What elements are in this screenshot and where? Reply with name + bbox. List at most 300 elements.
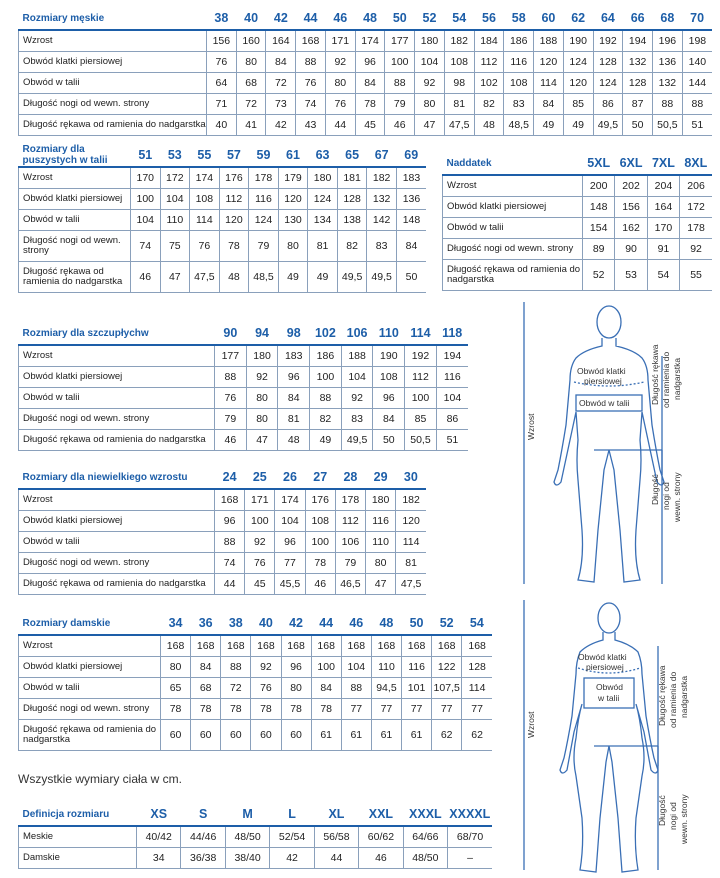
size-header-cell: 59: [249, 144, 279, 167]
table-cell: 52/54: [270, 826, 314, 848]
table-cell: 104: [415, 52, 445, 73]
table-cell: 49,5: [337, 262, 367, 293]
table-cell: 50: [373, 430, 405, 451]
table-cell: 84: [278, 388, 310, 409]
table-cell: 142: [367, 210, 397, 231]
table-cell: 206: [680, 175, 712, 197]
table-row: [19, 189, 427, 210]
table-cell: 41: [236, 115, 266, 136]
row-label: Długość rękawa od ramienia do nadgarstka: [19, 574, 215, 595]
female-chest-label-2: piersiowej: [586, 662, 624, 672]
table-cell: 48/50: [225, 826, 269, 848]
table-cell: 50: [396, 262, 426, 293]
table-cell: 85: [405, 409, 437, 430]
table-cell: 47,5: [444, 115, 474, 136]
table-cell: 110: [371, 657, 401, 678]
table-cell: 76: [190, 231, 220, 262]
size-definition-table: [18, 803, 492, 869]
row-label: Damskie: [19, 848, 137, 869]
table-cell: 84: [191, 657, 221, 678]
table-cell: 84: [534, 94, 564, 115]
table-cell: 78: [221, 699, 251, 720]
table-cell: 44: [215, 574, 245, 595]
table-row: [19, 94, 713, 115]
female-sleeve-label-2: od ramienia do: [668, 671, 678, 728]
size-header-cell: 62: [563, 7, 593, 30]
short-size-table: [18, 466, 426, 595]
table-cell: 168: [281, 635, 311, 657]
size-header-row: [19, 144, 427, 167]
size-header-cell: 7XL: [647, 152, 679, 175]
size-header-cell: 30: [396, 466, 426, 489]
table-cell: 96: [215, 511, 245, 532]
table-cell: 104: [131, 210, 161, 231]
table-cell: 116: [249, 189, 279, 210]
table-cell: 116: [402, 657, 432, 678]
table-cell: 160: [236, 30, 266, 52]
row-label: Wzrost: [19, 30, 207, 52]
table-cell: 112: [405, 367, 437, 388]
male-chest-label-2: piersiowej: [584, 376, 622, 386]
table-cell: 75: [160, 231, 190, 262]
table-cell: 48: [278, 430, 310, 451]
female-sleeve-label-3: nadgarstka: [679, 675, 689, 718]
table-cell: 80: [325, 73, 355, 94]
table-cell: 110: [160, 210, 190, 231]
table-cell: 64/66: [403, 826, 447, 848]
male-sleeve-label-2: od ramienia do: [661, 351, 671, 408]
row-label: Obwód klatki piersiowej: [19, 657, 161, 678]
male-leg-label-1: Długość: [650, 474, 660, 505]
table-title: Rozmiary dla niewielkiego wzrostu: [19, 466, 215, 489]
table-cell: 168: [341, 635, 371, 657]
row-label: Meskie: [19, 826, 137, 848]
table-cell: 156: [615, 197, 647, 218]
table-cell: 80: [281, 678, 311, 699]
female-height-label: Wzrost: [526, 711, 536, 738]
table-row: [19, 848, 493, 869]
table-row: [19, 430, 469, 451]
table-cell: 78: [219, 231, 249, 262]
size-header-row: [443, 152, 713, 175]
table-cell: 49: [278, 262, 308, 293]
table-cell: 65: [161, 678, 191, 699]
size-header-cell: 57: [219, 144, 249, 167]
table-cell: 174: [190, 167, 220, 189]
table-cell: 88: [221, 657, 251, 678]
table-cell: 174: [355, 30, 385, 52]
table-cell: 77: [432, 699, 462, 720]
table-cell: 171: [245, 489, 275, 511]
table-cell: 80: [415, 94, 445, 115]
size-header-cell: XL: [314, 803, 358, 826]
table-cell: 172: [680, 197, 712, 218]
table-cell: 114: [534, 73, 564, 94]
row-label: Długość rękawa od ramienia do nadgarstka: [443, 260, 583, 291]
size-header-cell: 29: [366, 466, 396, 489]
women-size-table: [18, 612, 492, 751]
row-label: Długość rękawa od ramienia do nadgarstka: [19, 262, 131, 293]
row-label: Obwód w talii: [19, 532, 215, 553]
table-cell: 49,5: [341, 430, 373, 451]
table-cell: 124: [308, 189, 338, 210]
table-cell: 60: [281, 720, 311, 751]
table-cell: 78: [305, 553, 335, 574]
table-cell: 168: [402, 635, 432, 657]
table-cell: 47: [415, 115, 445, 136]
table-cell: 128: [462, 657, 492, 678]
size-header-row: [19, 7, 713, 30]
size-header-cell: 56: [474, 7, 504, 30]
table-cell: 76: [325, 94, 355, 115]
row-label: Obwód w talii: [19, 678, 161, 699]
table-cell: 47: [160, 262, 190, 293]
table-cell: 38/40: [225, 848, 269, 869]
table-cell: 96: [278, 367, 310, 388]
table-cell: 49: [534, 115, 564, 136]
table-cell: 194: [623, 30, 653, 52]
size-header-cell: 60: [534, 7, 564, 30]
table-title: Rozmiary męskie: [19, 7, 207, 30]
size-header-cell: 36: [191, 612, 221, 635]
table-row: [19, 678, 493, 699]
table-row: [19, 532, 427, 553]
table-cell: 120: [563, 73, 593, 94]
table-cell: 87: [623, 94, 653, 115]
male-body-figure: [512, 300, 702, 590]
size-header-cell: 54: [462, 612, 492, 635]
table-cell: 49: [563, 115, 593, 136]
table-row: [443, 175, 713, 197]
table-cell: 204: [647, 175, 679, 197]
table-cell: 116: [504, 52, 534, 73]
table-cell: 114: [396, 532, 426, 553]
table-cell: 168: [191, 635, 221, 657]
table-cell: 110: [366, 532, 396, 553]
table-cell: 128: [623, 73, 653, 94]
table-cell: 78: [191, 699, 221, 720]
table-cell: 114: [462, 678, 492, 699]
table-cell: 100: [311, 657, 341, 678]
table-cell: 168: [296, 30, 326, 52]
table-cell: 72: [236, 94, 266, 115]
table-cell: 168: [462, 635, 492, 657]
size-header-cell: 34: [161, 612, 191, 635]
table-cell: 101: [402, 678, 432, 699]
table-cell: 47: [366, 574, 396, 595]
table-title: Rozmiary dla puszystych w talii: [19, 144, 131, 167]
table-cell: 79: [249, 231, 279, 262]
table-cell: 40: [207, 115, 237, 136]
table-title: Naddatek: [443, 152, 583, 175]
table-cell: 178: [680, 218, 712, 239]
row-label: Długość nogi od wewn. strony: [443, 239, 583, 260]
table-cell: 108: [373, 367, 405, 388]
size-header-cell: 63: [308, 144, 338, 167]
table-row: [19, 345, 469, 367]
table-cell: 176: [305, 489, 335, 511]
table-cell: 94,5: [371, 678, 401, 699]
table-cell: 156: [207, 30, 237, 52]
table-cell: 116: [436, 367, 468, 388]
table-cell: 74: [131, 231, 161, 262]
table-cell: 183: [278, 345, 310, 367]
table-row: [19, 574, 427, 595]
table-cell: 62: [462, 720, 492, 751]
table-cell: 178: [335, 489, 365, 511]
size-header-cell: 106: [341, 322, 373, 345]
table-cell: 177: [215, 345, 247, 367]
table-row: [19, 367, 469, 388]
table-cell: 74: [215, 553, 245, 574]
table-cell: 92: [325, 52, 355, 73]
size-header-cell: 38: [207, 7, 237, 30]
size-header-cell: 58: [504, 7, 534, 30]
table-cell: 48/50: [403, 848, 447, 869]
table-cell: 176: [219, 167, 249, 189]
size-header-cell: 46: [325, 7, 355, 30]
size-header-cell: 114: [405, 322, 437, 345]
size-header-cell: 90: [215, 322, 247, 345]
table-cell: 88: [341, 678, 371, 699]
size-header-cell: 66: [623, 7, 653, 30]
table-cell: 76: [215, 388, 247, 409]
table-cell: 45: [245, 574, 275, 595]
table-cell: 82: [337, 231, 367, 262]
size-header-cell: 61: [278, 144, 308, 167]
table-cell: 174: [275, 489, 305, 511]
row-label: Długość nogi od wewn. strony: [19, 231, 131, 262]
table-cell: 40/42: [137, 826, 181, 848]
row-label: Obwód klatki piersiowej: [19, 511, 215, 532]
table-cell: 108: [504, 73, 534, 94]
table-cell: 178: [249, 167, 279, 189]
female-chest-label-1: Obwód klatki: [578, 652, 627, 662]
table-cell: 84: [266, 52, 296, 73]
table-row: [19, 231, 427, 262]
table-cell: 47,5: [190, 262, 220, 293]
table-cell: 60: [221, 720, 251, 751]
table-cell: 96: [355, 52, 385, 73]
female-leg-label-2: nogi od: [668, 802, 678, 830]
table-cell: 122: [432, 657, 462, 678]
table-cell: 179: [278, 167, 308, 189]
size-header-cell: 94: [246, 322, 278, 345]
table-cell: 43: [296, 115, 326, 136]
size-header-cell: 25: [245, 466, 275, 489]
table-cell: 112: [219, 189, 249, 210]
table-cell: 100: [405, 388, 437, 409]
table-cell: 108: [190, 189, 220, 210]
table-cell: 190: [563, 30, 593, 52]
row-label: Wzrost: [19, 167, 131, 189]
table-cell: 73: [266, 94, 296, 115]
male-chest-label-1: Obwód klatki: [577, 366, 626, 376]
size-header-cell: 40: [251, 612, 281, 635]
table-cell: 86: [436, 409, 468, 430]
table-cell: 112: [474, 52, 504, 73]
row-label: Wzrost: [19, 635, 161, 657]
table-cell: 78: [161, 699, 191, 720]
size-header-cell: 42: [281, 612, 311, 635]
table-cell: 108: [444, 52, 474, 73]
table-cell: 180: [366, 489, 396, 511]
table-cell: 36/38: [181, 848, 225, 869]
size-header-row: [19, 612, 493, 635]
table-cell: 84: [355, 73, 385, 94]
row-label: Długość nogi od wewn. strony: [19, 409, 215, 430]
table-cell: 104: [341, 367, 373, 388]
table-row: [443, 260, 713, 291]
size-header-cell: 44: [311, 612, 341, 635]
table-cell: 48,5: [504, 115, 534, 136]
table-cell: 52: [583, 260, 615, 291]
table-cell: 77: [402, 699, 432, 720]
table-cell: 100: [310, 367, 342, 388]
female-head-shape: [598, 603, 620, 633]
table-row: [19, 699, 493, 720]
table-cell: 114: [190, 210, 220, 231]
table-cell: 44: [325, 115, 355, 136]
table-row: [19, 73, 713, 94]
table-cell: 82: [310, 409, 342, 430]
size-header-cell: 70: [682, 7, 712, 30]
table-cell: 168: [432, 635, 462, 657]
table-row: [19, 511, 427, 532]
table-cell: 124: [593, 73, 623, 94]
table-cell: 68: [236, 73, 266, 94]
table-cell: 180: [246, 345, 278, 367]
table-cell: 84: [311, 678, 341, 699]
row-label: Wzrost: [19, 489, 215, 511]
table-row: [19, 635, 493, 657]
table-cell: 53: [615, 260, 647, 291]
table-cell: 80: [366, 553, 396, 574]
table-cell: 190: [373, 345, 405, 367]
table-cell: 61: [311, 720, 341, 751]
table-cell: 96: [373, 388, 405, 409]
table-cell: 64: [207, 73, 237, 94]
size-header-cell: 27: [305, 466, 335, 489]
table-cell: 120: [534, 52, 564, 73]
table-row: [443, 239, 713, 260]
female-sleeve-label-1: Długość rękawa: [657, 665, 667, 726]
stout-size-table: [18, 144, 426, 293]
table-cell: 96: [281, 657, 311, 678]
size-header-cell: 46: [341, 612, 371, 635]
table-cell: 116: [366, 511, 396, 532]
table-cell: 120: [396, 511, 426, 532]
table-cell: 77: [341, 699, 371, 720]
male-waist-label: Obwód w talii: [579, 398, 630, 408]
table-cell: 60: [191, 720, 221, 751]
table-row: [19, 388, 469, 409]
size-header-cell: 28: [335, 466, 365, 489]
table-cell: 92: [251, 657, 281, 678]
table-cell: 104: [436, 388, 468, 409]
size-header-cell: 52: [415, 7, 445, 30]
table-cell: 81: [278, 409, 310, 430]
table-cell: 168: [371, 635, 401, 657]
row-label: Obwód klatki piersiowej: [443, 197, 583, 218]
table-cell: 50,5: [405, 430, 437, 451]
table-cell: 168: [215, 489, 245, 511]
table-cell: 132: [653, 73, 683, 94]
table-cell: 198: [682, 30, 712, 52]
table-cell: 100: [245, 511, 275, 532]
table-cell: 182: [367, 167, 397, 189]
male-sleeve-label-3: nadgarstka: [672, 357, 682, 400]
table-cell: 88: [215, 367, 247, 388]
table-cell: 56/58: [314, 826, 358, 848]
table-cell: 92: [245, 532, 275, 553]
table-cell: 61: [402, 720, 432, 751]
table-cell: 168: [161, 635, 191, 657]
table-cell: 71: [207, 94, 237, 115]
table-cell: 79: [215, 409, 247, 430]
table-cell: 88: [296, 52, 326, 73]
table-cell: 128: [593, 52, 623, 73]
table-cell: 45: [355, 115, 385, 136]
size-header-cell: 98: [278, 322, 310, 345]
size-header-cell: 38: [221, 612, 251, 635]
table-cell: 96: [275, 532, 305, 553]
table-row: [19, 489, 427, 511]
female-leg-label-3: wewn. strony: [679, 794, 689, 844]
table-cell: 186: [504, 30, 534, 52]
table-cell: 148: [396, 210, 426, 231]
table-title: Definicja rozmiaru: [19, 803, 137, 826]
size-header-cell: 64: [593, 7, 623, 30]
female-waist-label-1: Obwód: [596, 682, 623, 692]
table-cell: 88: [215, 532, 245, 553]
table-cell: 46,5: [335, 574, 365, 595]
table-cell: 55: [680, 260, 712, 291]
size-header-cell: XXL: [359, 803, 403, 826]
table-cell: 180: [415, 30, 445, 52]
table-cell: 46: [215, 430, 247, 451]
size-header-cell: 65: [337, 144, 367, 167]
table-cell: –: [448, 848, 492, 869]
table-cell: 80: [246, 409, 278, 430]
table-row: [19, 115, 713, 136]
row-label: Długość rękawa od ramienia do nadgarstka: [19, 430, 215, 451]
table-cell: 164: [647, 197, 679, 218]
table-cell: 171: [325, 30, 355, 52]
table-cell: 148: [583, 197, 615, 218]
table-cell: 68/70: [448, 826, 492, 848]
table-cell: 100: [131, 189, 161, 210]
table-cell: 34: [137, 848, 181, 869]
table-row: [443, 197, 713, 218]
table-cell: 46: [131, 262, 161, 293]
table-cell: 89: [583, 239, 615, 260]
table-cell: 49: [310, 430, 342, 451]
size-header-cell: XS: [137, 803, 181, 826]
table-cell: 77: [371, 699, 401, 720]
size-header-cell: XXXXL: [448, 803, 492, 826]
row-label: Obwód klatki piersiowej: [19, 367, 215, 388]
table-cell: 42: [266, 115, 296, 136]
table-cell: 170: [131, 167, 161, 189]
table-cell: 76: [296, 73, 326, 94]
female-leg-label-1: Długość: [657, 795, 667, 826]
size-header-cell: 53: [160, 144, 190, 167]
table-cell: 132: [623, 52, 653, 73]
table-cell: 183: [396, 167, 426, 189]
male-height-label: Wzrost: [526, 413, 536, 440]
table-cell: 88: [310, 388, 342, 409]
